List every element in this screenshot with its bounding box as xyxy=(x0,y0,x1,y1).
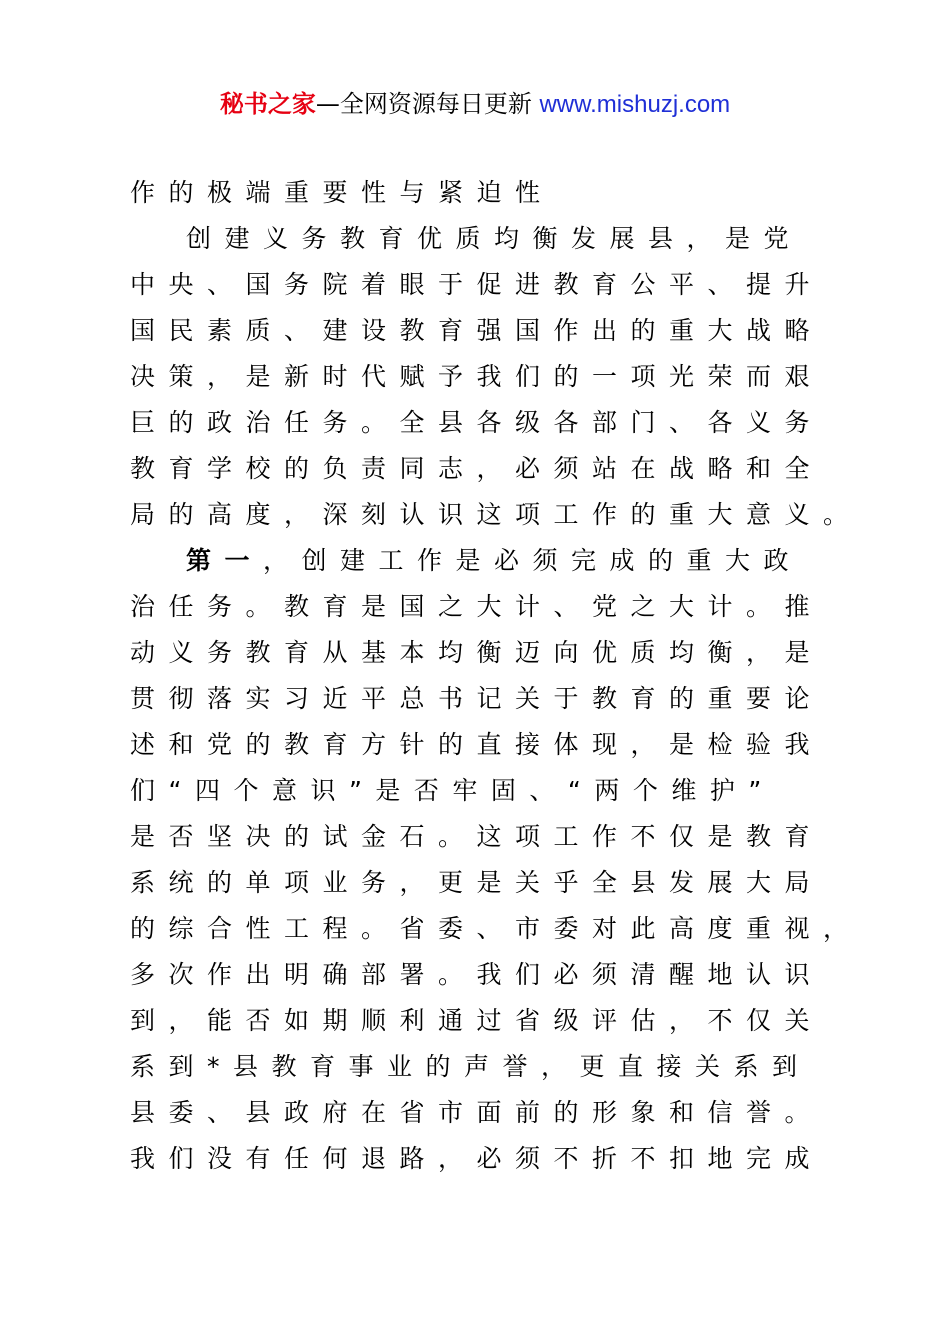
text-line: 系到*县教育事业的声誉，更直接关系到 xyxy=(130,1052,811,1081)
text-line: 系统的单项业务，更是关乎全县发展大局 xyxy=(130,868,824,897)
text-line: 教育学校的负责同志，必须站在战略和全 xyxy=(130,454,824,483)
text-line: 们“四个意识”是否牢固、“两个维护” xyxy=(130,776,775,805)
text-line: 中央、国务院着眼于促进教育公平、提升 xyxy=(130,270,824,299)
text-line: 述和党的教育方针的直接体现，是检验我 xyxy=(130,730,824,759)
brand-name: 秘书之家 xyxy=(219,90,316,118)
text-line: 决策，是新时代赋予我们的一项光荣而艰 xyxy=(130,362,824,391)
text-line: 局的高度，深刻认识这项工作的重大意义。 xyxy=(130,500,862,529)
text-line: 县委、县政府在省市面前的形象和信誉。 xyxy=(130,1098,824,1127)
section-lead: 第一 xyxy=(186,546,264,575)
header-tagline: —全网资源每日更新 xyxy=(315,90,532,118)
paragraph-first-line: 创建义务教育优质均衡发展县，是党 xyxy=(186,224,803,253)
text-line: 我们没有任何退路，必须不折不扣地完成 xyxy=(130,1144,824,1173)
paragraph-first-line xyxy=(130,538,850,584)
text-line: 贯彻落实习近平总书记关于教育的重要论 xyxy=(130,684,824,713)
text-span: ，创建工作是必须完成的重大政 xyxy=(263,546,803,575)
site-url-link[interactable]: www.mishuzj.com xyxy=(539,91,731,118)
text-line: 到，能否如期顺利通过省级评估，不仅关 xyxy=(130,1006,824,1035)
page-header xyxy=(0,88,950,121)
text-line: 的综合性工程。省委、市委对此高度重视， xyxy=(130,914,862,943)
text-line: 治任务。教育是国之大计、党之大计。推 xyxy=(130,592,824,621)
text-line: 巨的政治任务。全县各级各部门、各义务 xyxy=(130,408,824,437)
document-body xyxy=(130,170,862,1182)
text-line: 动义务教育从基本均衡迈向优质均衡，是 xyxy=(130,638,824,667)
text-line: 国民素质、建设教育强国作出的重大战略 xyxy=(130,316,824,345)
text-line: 作的极端重要性与紧迫性 xyxy=(130,178,554,207)
text-line: 是否坚决的试金石。这项工作不仅是教育 xyxy=(130,822,824,851)
text-line: 多次作出明确部署。我们必须清醒地认识 xyxy=(130,960,824,989)
